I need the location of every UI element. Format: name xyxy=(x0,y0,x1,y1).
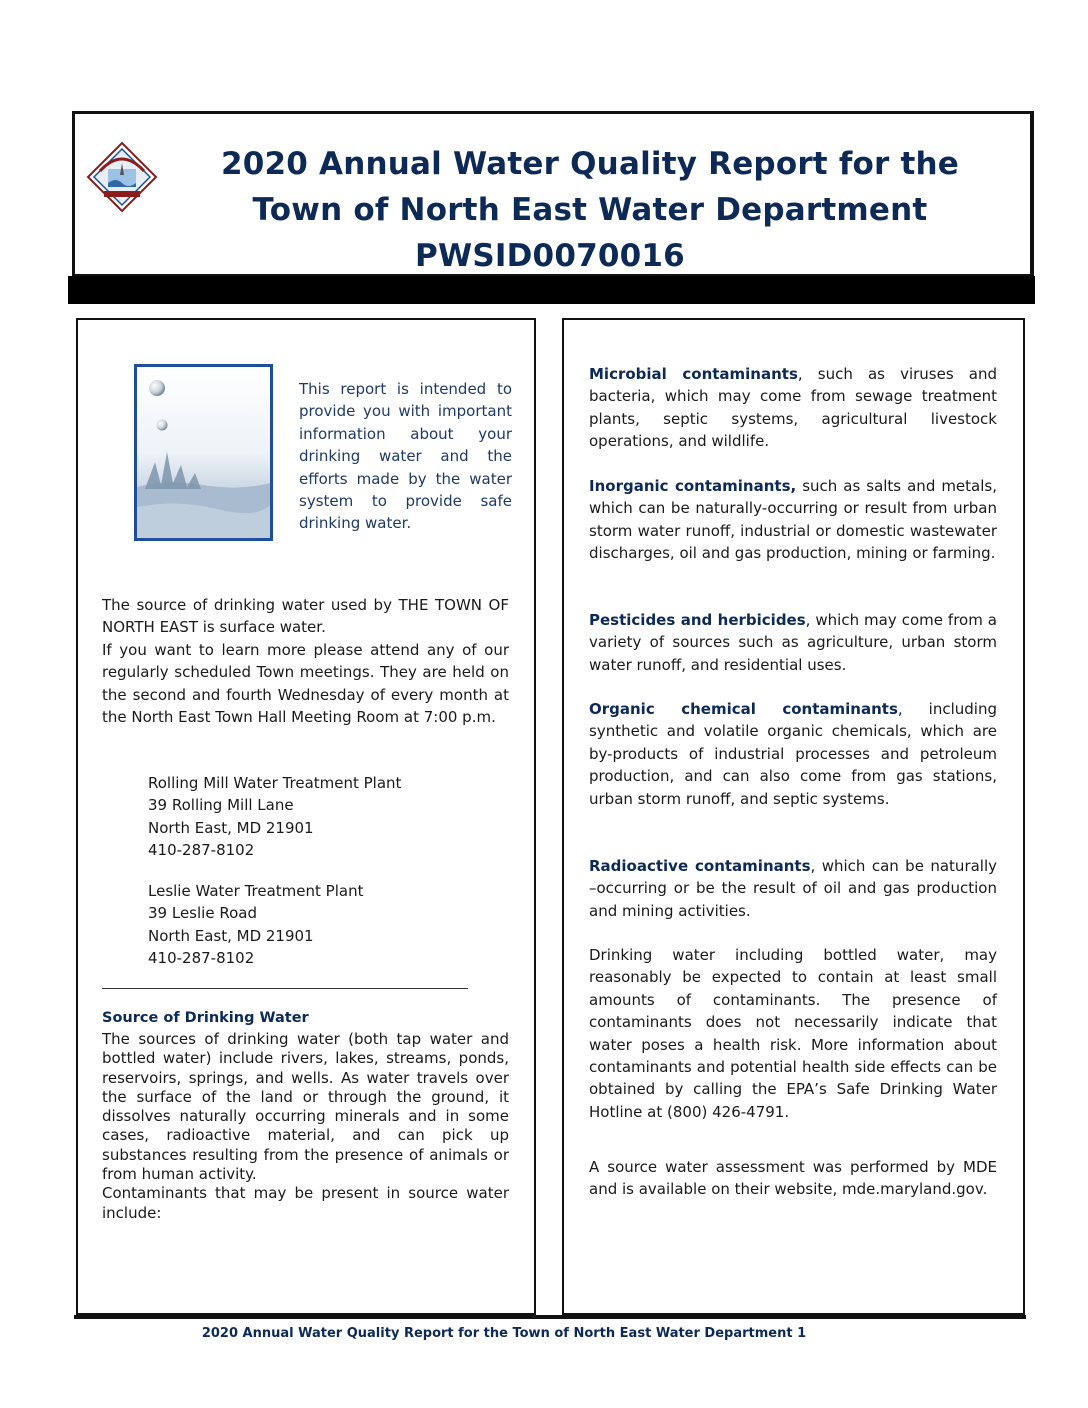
description: such as salts and metals, which can be naturally-occurring or result from urban storm water runoff, industrial or domestic wastewater discharges, oil and gas production, mining or farming. xyxy=(589,477,997,563)
plant-street: 39 Leslie Road xyxy=(148,904,257,923)
pwsid-number: PWSID0070016 xyxy=(415,238,685,274)
plant-address-leslie xyxy=(148,880,363,970)
section-heading-source: Source of Drinking Water xyxy=(102,1010,309,1026)
term: Organic chemical contaminants xyxy=(589,700,898,718)
page-footer: 2020 Annual Water Quality Report for the Town of North East Water Department 1 xyxy=(201,1326,807,1341)
radioactive-paragraph xyxy=(589,855,997,922)
organic-paragraph xyxy=(589,698,997,810)
report-title-line-2: Town of North East Water Department xyxy=(252,192,928,228)
bottled-water-paragraph: Drinking water including bottled water, may reasonably be expected to contain at least small amounts of contaminants. The presence of contaminants does not necessarily indicate that water poses a health risk. More information about contaminants and potential health side effects can be obtained by calling the EPA’s Safe Drinking Water Hotline at (800) 426-4791. xyxy=(589,946,997,1121)
town-seal-logo xyxy=(86,141,158,213)
microbial-paragraph xyxy=(589,363,997,453)
section-divider xyxy=(102,988,468,989)
term: Pesticides and herbicides xyxy=(589,611,806,629)
pesticides-paragraph xyxy=(589,609,997,676)
report-title-line-1: 2020 Annual Water Quality Report for the xyxy=(220,146,959,182)
plant-name: Leslie Water Treatment Plant xyxy=(148,882,364,900)
description: , including synthetic and volatile organic chemicals, which are by-products of industrial processes and petroleum production, and can also come from gas stations, urban storm runoff, and septic systems. xyxy=(589,700,997,808)
plant-name: Rolling Mill Water Treatment Plant xyxy=(148,774,402,792)
plant-city: North East, MD 21901 xyxy=(148,818,314,837)
header-bar xyxy=(68,276,1035,304)
description: , such as viruses and bacteria, which may come from sewage treatment plants, septic systems, agricultural livestock operations, and wildlife. xyxy=(589,365,997,451)
plant-street: 39 Rolling Mill Lane xyxy=(148,796,294,815)
description: , which may come from a variety of sources such as agriculture, urban storm water runoff, and residential uses. xyxy=(589,611,997,674)
water-source-paragraph: The source of drinking water used by THE TOWN OF NORTH EAST is surface water. If you want to learn more please attend any of our regularly scheduled Town meetings. They are held on the second and fourth Wednesday of every month at the North East Town Hall Meeting Room at 7:00 p.m. xyxy=(102,596,509,727)
intro-text: This report is intended to provide you with important information about your drinking water and the efforts made by the water system to provide safe drinking water. xyxy=(299,380,512,533)
term: Radioactive contaminants xyxy=(589,857,811,875)
footer-rule xyxy=(74,1315,1026,1319)
inorganic-paragraph xyxy=(589,475,997,565)
plant-city: North East, MD 21901 xyxy=(148,926,314,945)
plant-address-rolling-mill xyxy=(148,772,401,862)
water-splash-image xyxy=(134,364,273,541)
source-assessment-paragraph: A source water assessment was performed by MDE and is available on their website, mde.maryland.gov. xyxy=(589,1158,997,1199)
plant-phone: 410-287-8102 xyxy=(148,841,255,860)
plant-phone: 410-287-8102 xyxy=(148,949,255,968)
term: Microbial contaminants xyxy=(589,365,798,383)
description: , which can be naturally –occurring or be the result of oil and gas production and mining activities. xyxy=(589,857,998,920)
source-of-drinking-water-paragraph: The sources of drinking water (both tap water and bottled water) include rivers, lakes, streams, ponds, reservoirs, springs, and wells. As water travels over the surface of the land or through the ground, it dissolves naturally occurring minerals and in some cases, radioactive material, and can pick up substances resulting from the presence of animals or from human activity. Contaminants that may be present in source water include: xyxy=(102,1030,509,1222)
term: Inorganic contaminants, xyxy=(589,477,797,495)
